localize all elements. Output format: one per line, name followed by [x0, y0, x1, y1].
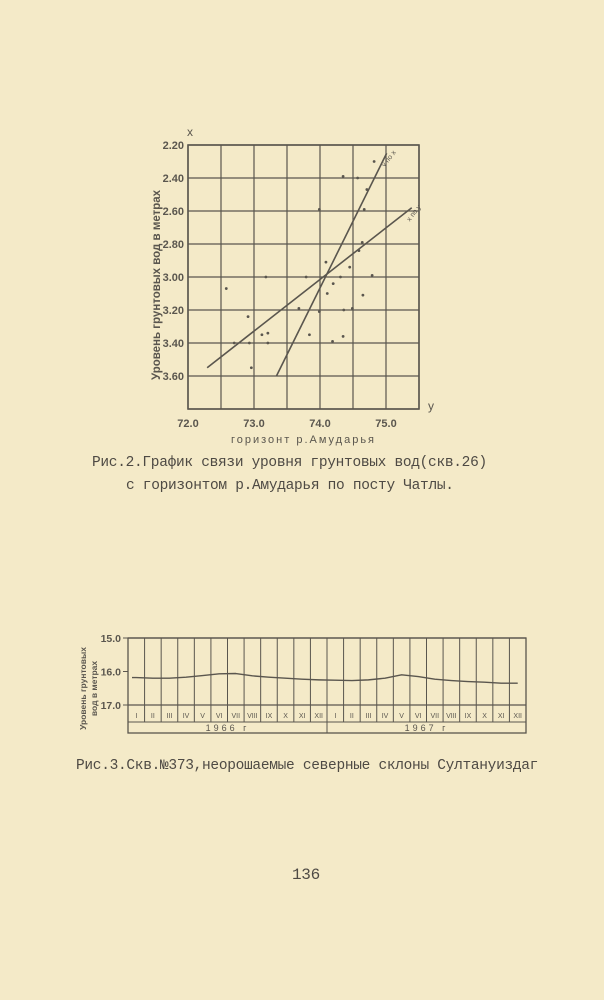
month-label: II [150, 713, 155, 720]
data-point [264, 276, 267, 279]
month-label: III [166, 713, 173, 720]
y-tick-label: 3.60 [162, 371, 184, 383]
y-axis-label-line-1: Уровень грунтовых [78, 647, 88, 730]
figure-3-line-chart [78, 633, 526, 733]
data-point [233, 342, 236, 345]
data-point [318, 208, 321, 211]
data-point [297, 307, 300, 310]
data-point [318, 310, 321, 313]
month-label: VIII [446, 713, 457, 720]
data-point [362, 294, 365, 297]
data-point [261, 333, 264, 336]
month-label: XII [513, 713, 522, 720]
y-tick-label: 2.60 [162, 206, 184, 218]
data-point [247, 315, 250, 318]
month-label: XI [497, 713, 505, 720]
x-tick-label: 74.0 [309, 418, 331, 430]
data-point [371, 274, 374, 277]
month-label: I [135, 713, 138, 720]
month-label: III [365, 713, 372, 720]
data-point [348, 266, 351, 269]
figure-3-caption: Рис.3.Скв.№373,неорошаемые северные склоны Султануиздаг [76, 758, 539, 774]
data-point [225, 287, 228, 290]
figure-2-caption-line-2: с горизонтом р.Амударья по посту Чатлы. [126, 478, 454, 494]
month-label: V [399, 713, 404, 720]
regression-line-label: х по у [405, 203, 423, 223]
data-point [342, 175, 345, 178]
y-axis-label-line-2: вод в метрах [89, 660, 99, 717]
page-number: 136 [292, 866, 320, 884]
data-point [332, 282, 335, 285]
y-tick-label: 2.40 [162, 173, 184, 185]
data-point [266, 342, 269, 345]
x-tick-label: 75.0 [375, 418, 397, 430]
month-label: VIII [247, 713, 258, 720]
data-point [248, 342, 251, 345]
year-label: 1967 г [404, 723, 449, 733]
x-axis-letter: у [428, 399, 434, 413]
figure-2-caption-line-1: Рис.2.График связи уровня грунтовых вод(скв.26) [92, 455, 487, 471]
y-tick-label: 3.20 [162, 305, 184, 317]
y-axis-label: Уровень грунтовых вод в метрах [151, 189, 163, 381]
month-label: VI [215, 713, 223, 720]
x-tick-label: 73.0 [243, 418, 265, 430]
y-axis-letter: х [187, 125, 193, 139]
figure-2-scatter-chart [151, 125, 434, 446]
data-point [326, 292, 329, 295]
data-point [266, 332, 269, 335]
x-tick-label: 72.0 [177, 418, 199, 430]
month-label: IX [464, 713, 472, 720]
y-tick-label: 16.0 [100, 666, 121, 679]
y-tick-label: 17.0 [100, 700, 121, 712]
x-axis-label: горизонт р.Амударья [230, 434, 377, 446]
month-label: II [349, 713, 354, 720]
month-label: XI [298, 713, 306, 720]
month-label: XII [314, 713, 323, 720]
data-point [305, 276, 308, 279]
data-point [373, 160, 376, 163]
month-label: VII [231, 713, 241, 720]
data-point [361, 241, 364, 244]
y-tick-label: 2.20 [162, 140, 184, 152]
regression-line [207, 208, 412, 368]
month-label: X [283, 713, 288, 720]
month-label: VI [414, 713, 422, 720]
y-tick-label: 3.40 [162, 338, 184, 350]
month-label: IV [381, 713, 389, 720]
month-label: V [200, 713, 205, 720]
year-label: 1966 г [205, 723, 250, 733]
data-point [351, 307, 354, 310]
month-label: X [482, 713, 487, 720]
month-label: IV [182, 713, 190, 720]
data-point [325, 261, 328, 264]
data-point [331, 340, 334, 343]
data-point [339, 276, 342, 279]
month-label: VII [430, 713, 440, 720]
y-tick-label: 15.0 [100, 633, 121, 645]
regression-line-label: у по х [380, 149, 398, 169]
data-point [342, 335, 345, 338]
data-point [308, 333, 311, 336]
data-point [342, 309, 345, 312]
y-tick-label: 2.80 [162, 239, 184, 251]
month-label: I [334, 713, 337, 720]
month-label: IX [265, 713, 273, 720]
y-tick-label: 3.00 [162, 272, 184, 284]
data-point [363, 208, 366, 211]
data-point [356, 177, 359, 180]
data-point [250, 366, 253, 369]
